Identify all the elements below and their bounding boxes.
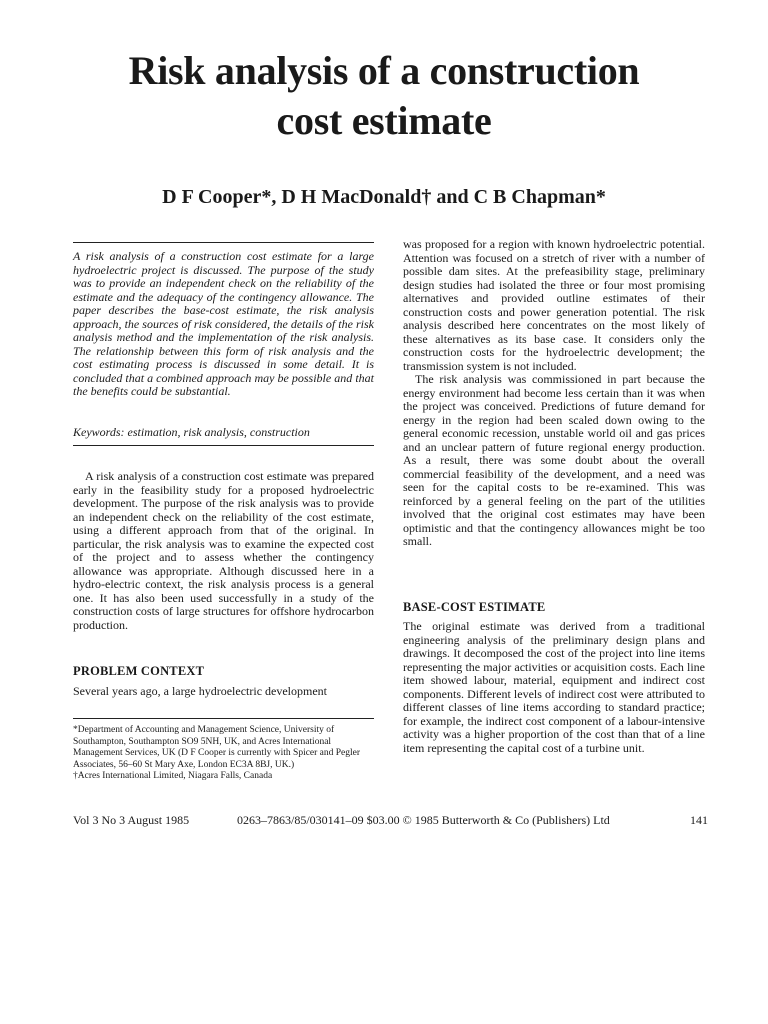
section-heading-problem-context: PROBLEM CONTEXT <box>73 664 205 678</box>
intro-text: A risk analysis of a construction cost estimate was prepared early in the feasibility study for a proposed hydroelectric development. The purpose of the risk analysis was to provide an independent check on the reliability of the cost estimate, using a different approach from that of the original. In particular, the risk analysis was to examine the expected cost of the project and to assess whether the contingency allowance was appropriate. Although discussed here in a hydro-electric context, the risk analysis process is a general one. It has also been used successfully in a study of the construction costs of large structures for offshore hydrocarbon production. <box>73 469 374 632</box>
right-paragraph-1: was proposed for a region with known hydroelectric potential. Attention was focused on a stretch of river with a number of possible dam sites. At the prefeasibility stage, preliminary design studies had isolated the three or four most promising alternatives and provided outline estimates of their construction costs and power generation potential. The risk analysis described here concentrates on the most likely of these alternatives as its base case. It considers only the construction costs for the hydroelectric development; the transmission system is not included. <box>403 237 705 373</box>
footnote-rule <box>73 718 374 719</box>
abstract-bottom-rule <box>73 445 374 446</box>
section-heading-base-cost-estimate: BASE-COST ESTIMATE <box>403 600 546 614</box>
right-paragraph-2: The risk analysis was commissioned in part because the energy environment had become less certain than it was when the project was conceived. Predictions of future demand for energy in the region had been scaled down owing to the general economic recession, unstable world oil and gas prices and an unclear pattern of future regional energy production. As a result, there was some doubt about the overall commercial feasibility of the development, and a need was seen for the capital costs to be re-examined. This was reinforced by a general feeling on the part of the utilities involved that the original cost estimates may have been optimistic and that the contingency allowances might be too small. <box>403 372 705 548</box>
footnote-affiliation-2: †Acres International Limited, Niagara Falls, Canada <box>73 771 273 782</box>
page-number: 141 <box>690 813 708 827</box>
title-line-1: Risk analysis of a construction <box>128 48 640 93</box>
right-column-text <box>403 238 705 549</box>
base-cost-estimate-text: The original estimate was derived from a traditional engineering analysis of the preliminary design plans and drawings. It decomposed the cost of the project into line items representing the major activities or acquisition costs. Each line item showed labour, material, equipment and indirect cost components. Different levels of indirect cost were attributed to different classes of line items according to standard practice; for example, the indirect cost component of a labour-intensive activity was a higher proportion of the cost than that of a line item representing the capital cost of a turbine unit. <box>403 619 705 755</box>
problem-context-text: Several years ago, a large hydroelectric development <box>73 684 327 698</box>
footnote-affiliation-1: *Department of Accounting and Management Science, University of Southampton, Southampton SO9 5NH, UK, and Acres International Management Services, UK (D F Cooper is currently with Spicer and Pegler Associates, 56–60 St Mary Axe, London EC3A 8BJ, UK.) <box>73 725 361 770</box>
author-list: D F Cooper*, D H MacDonald† and C B Chapman* <box>162 186 606 208</box>
paper-title <box>40 46 728 146</box>
abstract <box>73 250 374 399</box>
keywords: Keywords: estimation, risk analysis, construction <box>73 425 310 439</box>
abstract-top-rule <box>73 242 374 243</box>
title-line-2: cost estimate <box>276 98 492 143</box>
footnotes <box>73 725 377 783</box>
footer-issn-copyright: 0263–7863/85/030141–09 $03.00 © 1985 Butterworth & Co (Publishers) Ltd <box>237 813 610 827</box>
abstract-text: A risk analysis of a construction cost estimate for a large hydroelectric project is discussed. The purpose of the study was to provide an independent check on the reliability of the estimate and the adequacy of the contingency allowance. The paper describes the base-cost estimate, the risk analysis approach, the sources of risk considered, the details of the risk analysis method and the implementation of the risk analysis. The relationship between this form of risk analysis and the cost estimating process is discussed in some detail. It is concluded that a combined approach may be possible and that the benefits could be substantial. <box>73 249 374 398</box>
footer-volume: Vol 3 No 3 August 1985 <box>73 813 190 827</box>
intro-paragraph <box>73 470 374 632</box>
